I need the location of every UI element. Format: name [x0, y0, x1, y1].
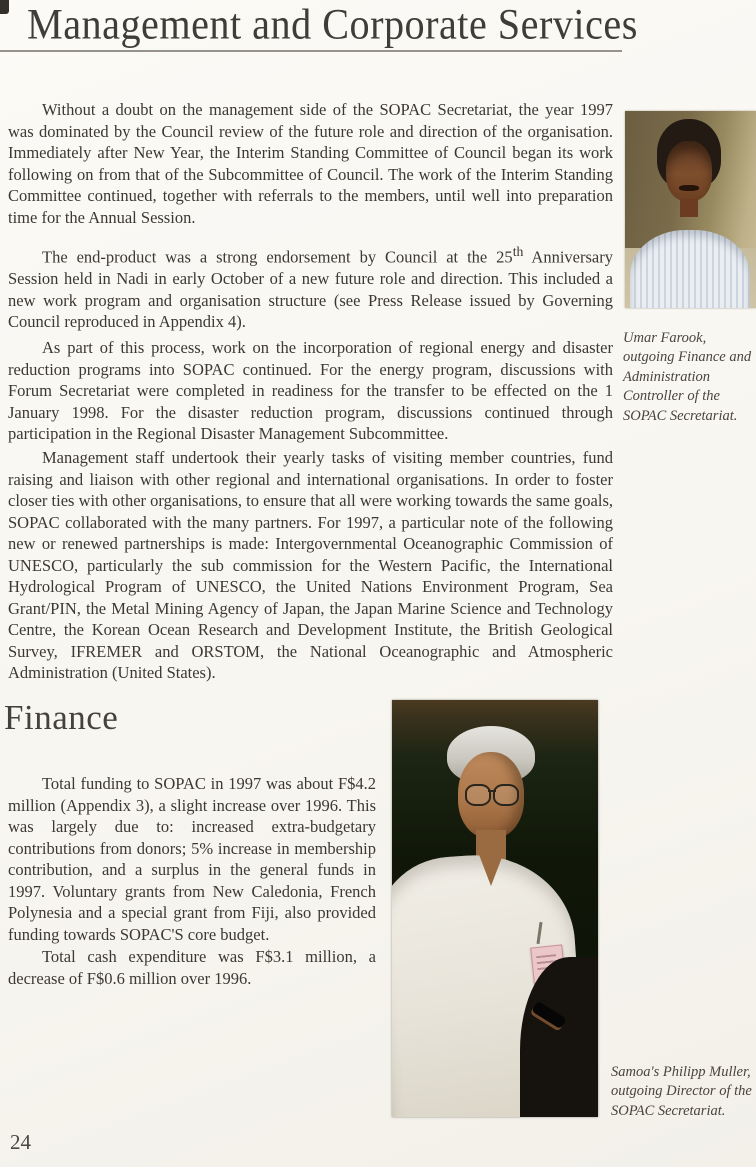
glasses-lens — [493, 784, 519, 806]
paragraph-text: Anniversary Session held in Nadi in early October of a new future role and direction. This included a new work program and organisation structure (see Press Release issued by Governing Council reproduced in Appendix 4). — [8, 247, 613, 331]
section-heading-finance: Finance — [4, 698, 119, 737]
title-underline — [0, 50, 622, 52]
glasses-bridge — [488, 790, 496, 792]
body-paragraph-3: As part of this process, work on the incorporation of regional energy and disaster reduction programs into SOPAC continued. For the energy program, discussions with Forum Secretariat were completed in readiness for the transfer to be effected on the 1 January 1998. For the disaster reduction program, discussions continued through participation in the Regional Disaster Management Subcommittee. — [8, 338, 613, 443]
person-neck — [680, 199, 698, 217]
photo-caption-muller: Samoa's Philipp Muller, outgoing Director of the SOPAC Secretariat. — [611, 1063, 752, 1119]
person-mustache — [679, 185, 699, 191]
photo-caption-farook: Umar Farook, outgoing Finance and Administration Controller of the SOPAC Secretariat. — [623, 329, 752, 424]
paragraph-text: The end-product was a strong endorsement by Council at the 25 — [42, 247, 513, 267]
person-face — [666, 141, 712, 201]
body-paragraph-4: Management staff undertook their yearly tasks of visiting member countries, fund raising and liaison with other regional and international organisations. In order to foster closer ties with other organisations, to ensure that all were working towards the same goals, SOPAC collaborated with the many partners. For 1997, a particular note of the following new or renewed partnerships is made: Intergovernmental Oceanographic Commission of UNESCO, particularly the sub commission for the Western Pacific, the International Hydrological Program of UNESCO, the United Nations Environment Program, Sea Grant/PIN, the Metal Mining Agency of Japan, the Japan Marine Science and Technology Centre, the Korean Ocean Research and Development Institute, the British Geological Survey, IFREMER and ORSTOM, the National Oceanographic and Atmospheric Administration (United States). — [8, 448, 613, 682]
person-shirt — [630, 230, 750, 308]
finance-paragraph-2: Total cash expenditure was F$3.1 million, a decrease of F$0.6 million over 1996. — [8, 947, 376, 988]
photo-philipp-muller — [392, 700, 598, 1117]
scan-artifact-mark — [0, 0, 9, 14]
page-number: 24 — [10, 1130, 31, 1154]
page-title: Management and Corporate Services — [27, 0, 638, 48]
finance-paragraph-1: Total funding to SOPAC in 1997 was about F$4.2 million (Appendix 3), a slight increase over 1996. This was largely due to: increased extra-budgetary contributions from donors; 5% increase in membership contribution, and a surplus in the general funds in 1997. Voluntary grants from New Caledonia, French Polynesia and a special grant from Fiji, also provided funding towards SOPAC'S core budget. — [8, 774, 376, 944]
photo-umar-farook — [625, 111, 756, 308]
body-paragraph-2 — [8, 241, 613, 333]
ordinal-suffix: th — [512, 244, 524, 259]
person-glasses — [463, 784, 521, 804]
body-paragraph-1: Without a doubt on the management side of the SOPAC Secretariat, the year 1997 was dominated by the Council review of the future role and direction of the organisation. Immediately after New Year, the Interim Standing Committee of Council began its work following on from that of the Subcommittee of Council. The work of the Interim Standing Committee continued, together with referrals to the members, until well into preparation time for the Annual Session. — [8, 100, 613, 227]
glasses-lens — [465, 784, 491, 806]
